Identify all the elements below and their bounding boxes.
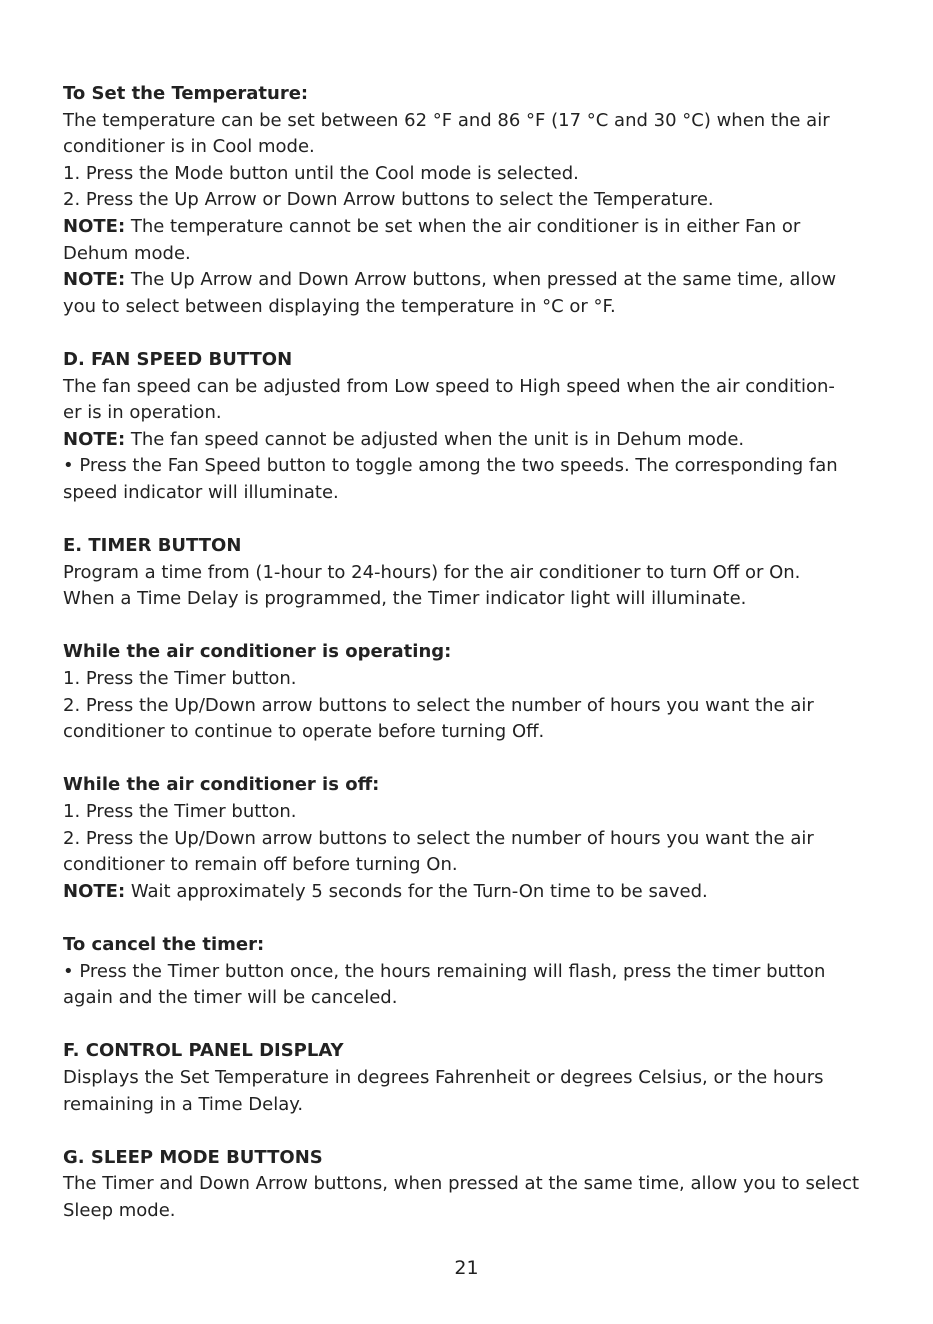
- timer-text: When a Time Delay is programmed, the Timer indicator light will illuminate.: [63, 588, 747, 610]
- set-temp-line: conditioner is in Cool mode.: [63, 136, 315, 158]
- cancel-heading: To cancel the timer:: [63, 934, 265, 955]
- operating-step: conditioner to continue to operate before turning Off.: [63, 721, 545, 743]
- off-step: conditioner to remain off before turning On.: [63, 854, 458, 876]
- note-label: NOTE:: [63, 880, 126, 902]
- fan-speed-heading: D. FAN SPEED BUTTON: [63, 348, 293, 370]
- control-panel-text: remaining in a Time Delay.: [63, 1093, 304, 1115]
- set-temp-step: 2. Press the Up Arrow or Down Arrow buttons to select the Temperature.: [63, 189, 714, 211]
- note-label: NOTE:: [63, 215, 126, 237]
- note-text: Dehum mode.: [63, 242, 191, 264]
- note-text: you to select between displaying the temperature in °C or °F.: [63, 295, 616, 317]
- control-panel-heading: F. CONTROL PANEL DISPLAY: [63, 1040, 344, 1062]
- fan-speed-text: • Press the Fan Speed button to toggle among the two speeds. The corresponding fan: [63, 455, 838, 477]
- operating-step: 1. Press the Timer button.: [63, 668, 297, 690]
- operating-step: 2. Press the Up/Down arrow buttons to select the number of hours you want the air: [63, 694, 814, 716]
- fan-speed-text: er is in operation.: [63, 402, 222, 424]
- set-temperature-heading: To Set the Temperature:: [63, 83, 309, 104]
- off-note: [63, 879, 883, 906]
- note-label: NOTE:: [63, 269, 126, 291]
- off-heading: While the air conditioner is off:: [63, 774, 380, 796]
- note-text: The Up Arrow and Down Arrow buttons, when pressed at the same time, allow: [125, 269, 837, 291]
- note-text: The temperature cannot be set when the air conditioner is in either Fan or: [125, 215, 801, 237]
- set-temp-line: The temperature can be set between 62 °F and 86 °F (17 °C and 30 °C) when the air: [63, 109, 830, 131]
- sleep-heading: G. SLEEP MODE BUTTONS: [63, 1146, 323, 1168]
- timer-text: Program a time from (1-hour to 24-hours) for the air conditioner to turn Off or On.: [63, 561, 801, 583]
- note-text: The fan speed cannot be adjusted when the unit is in Dehum mode.: [125, 428, 745, 450]
- fan-speed-text: speed indicator will illuminate.: [63, 481, 339, 503]
- fan-speed-text: The fan speed can be adjusted from Low speed to High speed when the air condition-: [63, 375, 835, 397]
- off-step: 2. Press the Up/Down arrow buttons to select the number of hours you want the air: [63, 827, 814, 849]
- cancel-text: again and the timer will be canceled.: [63, 987, 398, 1009]
- set-temp-step: 1. Press the Mode button until the Cool mode is selected.: [63, 162, 579, 184]
- note-label: NOTE:: [63, 428, 126, 450]
- control-panel-text: Displays the Set Temperature in degrees Fahrenheit or degrees Celsius, or the hours: [63, 1066, 824, 1088]
- set-temp-note-1: [63, 214, 883, 241]
- manual-page: [63, 81, 883, 1225]
- timer-heading: E. TIMER BUTTON: [63, 535, 242, 557]
- sleep-text: The Timer and Down Arrow buttons, when pressed at the same time, allow you to select: [63, 1173, 860, 1195]
- off-step: 1. Press the Timer button.: [63, 801, 297, 823]
- sleep-text: Sleep mode.: [63, 1199, 176, 1221]
- note-text: Wait approximately 5 seconds for the Turn-On time to be saved.: [125, 880, 708, 902]
- operating-heading: While the air conditioner is operating:: [63, 641, 452, 663]
- page-number: 21: [454, 1257, 479, 1279]
- set-temp-note-2: [63, 267, 883, 294]
- fan-speed-note: [63, 427, 883, 454]
- cancel-text: • Press the Timer button once, the hours remaining will flash, press the timer button: [63, 960, 826, 982]
